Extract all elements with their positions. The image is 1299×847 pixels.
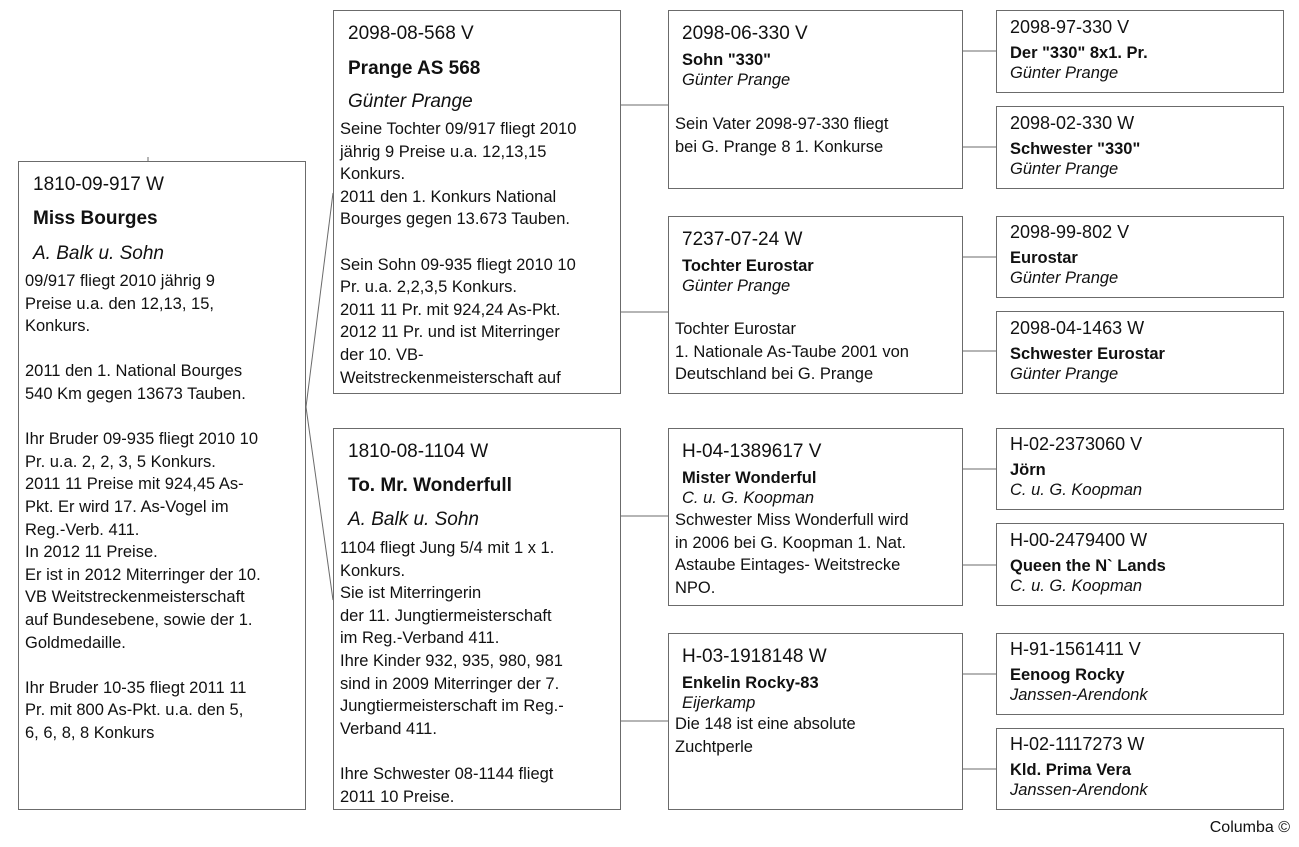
pigeon-card-maternal-grandfather — [668, 428, 963, 606]
ring-number: H-00-2479400 W — [1010, 530, 1148, 550]
ring-number: 1810-08-1104 W — [348, 441, 489, 462]
pigeon-name: Sohn "330" — [682, 51, 772, 69]
pigeon-card-fff — [996, 10, 1284, 93]
pigeon-name: Tochter Eurostar — [682, 257, 814, 275]
pigeon-name: Eenoog Rocky — [1010, 666, 1125, 684]
breeder-name: A. Balk u. Sohn — [33, 243, 164, 264]
breeder-name: Janssen-Arendonk — [1010, 686, 1148, 704]
breeder-name: A. Balk u. Sohn — [348, 509, 479, 530]
pigeon-name: Prange AS 568 — [348, 58, 481, 79]
pigeon-name: Enkelin Rocky-83 — [682, 674, 819, 692]
breeder-name: Günter Prange — [682, 71, 791, 89]
pigeon-name: Mister Wonderful — [682, 469, 817, 487]
pigeon-name: Schwester Eurostar — [1010, 345, 1165, 363]
pigeon-card-mother — [333, 428, 621, 810]
pigeon-card-paternal-grandfather — [668, 10, 963, 189]
ring-number: H-04-1389617 V — [682, 441, 822, 462]
pigeon-name: Eurostar — [1010, 249, 1078, 267]
pigeon-description: Die 148 ist eine absolute Zuchtperle — [675, 715, 856, 756]
pigeon-card-mmm — [996, 728, 1284, 810]
ring-number: 2098-04-1463 W — [1010, 318, 1145, 338]
ring-number: 2098-99-802 V — [1010, 222, 1130, 242]
pigeon-card-mff — [996, 428, 1284, 510]
ring-number: H-02-2373060 V — [1010, 434, 1143, 454]
breeder-name: Günter Prange — [1010, 269, 1119, 287]
pigeon-card-father — [333, 10, 621, 394]
connector-main-father — [306, 193, 333, 407]
breeder-name: Günter Prange — [682, 277, 791, 295]
breeder-name: Janssen-Arendonk — [1010, 781, 1148, 799]
pigeon-name: Der "330" 8x1. Pr. — [1010, 44, 1148, 62]
breeder-name: Günter Prange — [348, 91, 473, 112]
ring-number: 1810-09-917 W — [33, 174, 164, 195]
pigeon-description: Seine Tochter 09/917 fliegt 2010 jährig 9 Preise u.a. 12,13,15 Konkurs. 2011 den 1. Konkurs National Bourges gegen 13.673 Tauben. Sein Sohn 09-935 fliegt 2010 10 Pr. u.a. 2,2,3,5 Konkurs. 2011 11 Pr. mit 924,24 As-Pkt. 2012 11 Pr. und ist Miterringer der 10. VB- Weitstreckenmeisterschaft auf — [340, 120, 577, 387]
ring-number: 7237-07-24 W — [682, 229, 803, 250]
pigeon-name: Miss Bourges — [33, 208, 158, 229]
breeder-name: Günter Prange — [1010, 160, 1119, 178]
pigeon-name: Kld. Prima Vera — [1010, 761, 1132, 779]
connector-main-mother — [306, 407, 333, 600]
pigeon-description: Schwester Miss Wonderfull wird in 2006 bei G. Koopman 1. Nat. Astaube Eintages- Weitstrecke NPO. — [675, 511, 909, 597]
pigeon-description: 09/917 fliegt 2010 jährig 9 Preise u.a. den 12,13, 15, Konkurs. 2011 den 1. National Bourges 540 Km gegen 13673 Tauben. Ihr Bruder 09-935 fliegt 2010 10 Pr. u.a. 2, 2, 3, 5 Konkurs. 2011 11 Preise mit 924,45 As- Pkt. Er wird 17. As-Vogel im Reg.-Verb. 411. In 2012 11 Preise. Er ist in 2012 Miterringer der 10. VB Weitstreckenmeisterschaft auf Bundesebene, sowie der 1. Goldmedaille. Ihr Bruder 10-35 fliegt 2011 11 Pr. mit 800 As-Pkt. u.a. den 5, 6, 6, 8, 8 Konkurs — [25, 272, 261, 742]
ring-number: 2098-06-330 V — [682, 23, 808, 44]
ring-number: 2098-08-568 V — [348, 23, 474, 44]
copyright-label: Columba © — [1209, 819, 1290, 836]
pigeon-description: Sein Vater 2098-97-330 fliegt bei G. Prange 8 1. Konkurse — [675, 115, 889, 156]
pigeon-description: 1104 fliegt Jung 5/4 mit 1 x 1. Konkurs. Sie ist Miterringerin der 11. Jungtiermeisterschaft im Reg.-Verband 411. Ihre Kinder 932, 935, 980, 981 sind in 2009 Miterringer der 7. Jungtiermeisterschaft im Reg.- Verband 411. Ihre Schwester 08-1144 fliegt 2011 10 Preise. — [340, 539, 564, 806]
pigeon-name: To. Mr. Wonderfull — [348, 475, 512, 496]
pigeon-name: Jörn — [1010, 461, 1046, 479]
ring-number: H-02-1117273 W — [1010, 734, 1145, 754]
ring-number: 2098-02-330 W — [1010, 113, 1135, 133]
pigeon-card-fmf — [996, 216, 1284, 298]
pigeon-card-mfm — [996, 523, 1284, 606]
pigeon-card-ffm — [996, 106, 1284, 189]
pigeon-card-paternal-grandmother — [668, 216, 963, 394]
ring-number: 2098-97-330 V — [1010, 17, 1130, 37]
ring-number: H-03-1918148 W — [682, 646, 827, 667]
breeder-name: Günter Prange — [1010, 365, 1119, 383]
pigeon-name: Queen the N` Lands — [1010, 557, 1166, 575]
breeder-name: Eijerkamp — [682, 694, 756, 712]
breeder-name: C. u. G. Koopman — [682, 489, 815, 507]
pigeon-name: Schwester "330" — [1010, 140, 1141, 158]
breeder-name: Günter Prange — [1010, 64, 1119, 82]
ring-number: H-91-1561411 V — [1010, 639, 1141, 659]
pigeon-card-fmm — [996, 311, 1284, 394]
breeder-name: C. u. G. Koopman — [1010, 481, 1143, 499]
pigeon-description: Tochter Eurostar 1. Nationale As-Taube 2001 von Deutschland bei G. Prange — [675, 320, 909, 384]
pigeon-card-mmf — [996, 633, 1284, 715]
pigeon-card-maternal-grandmother — [668, 633, 963, 810]
breeder-name: C. u. G. Koopman — [1010, 577, 1143, 595]
pigeon-card-main — [18, 161, 306, 810]
